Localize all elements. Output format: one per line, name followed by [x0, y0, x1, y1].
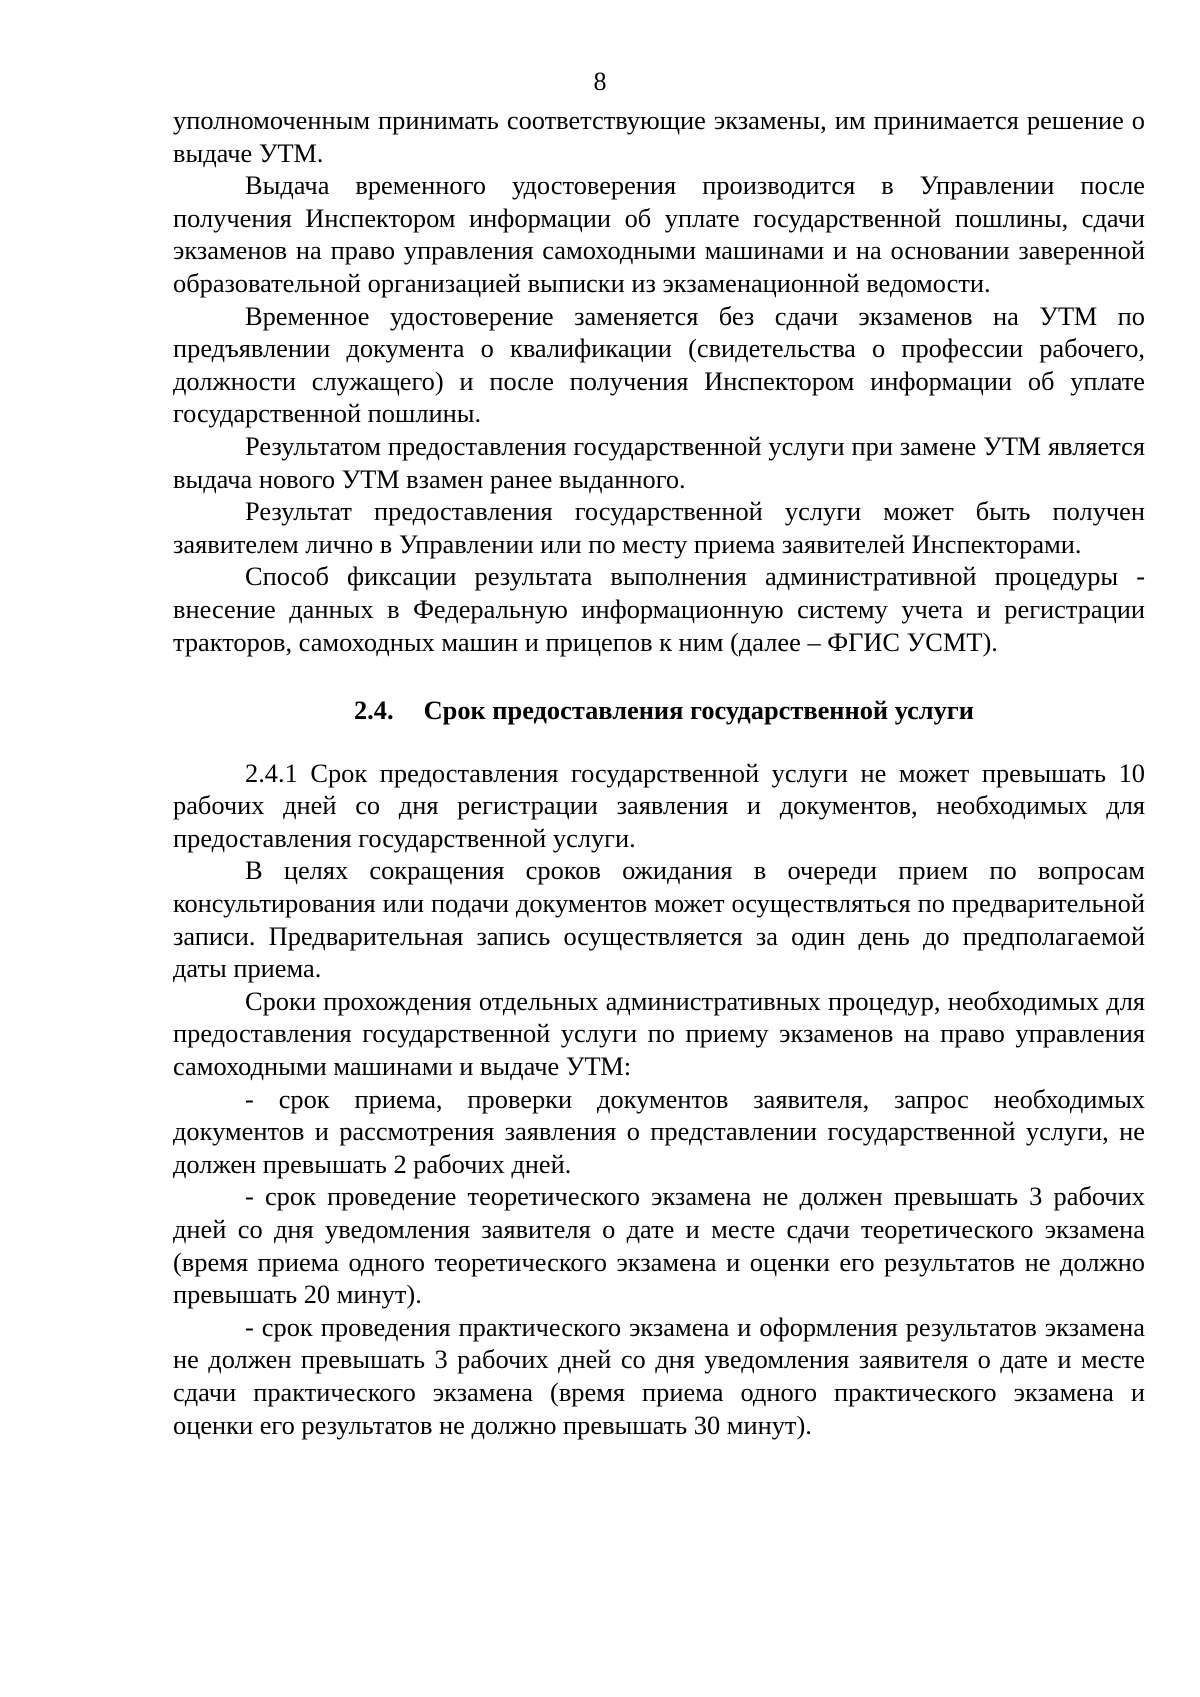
paragraph-procedure-terms: Сроки прохождения отдельных административных процедур, необходимых для предоставления государственной услуги по приему экзаменов на право управления самоходными машинами и выдаче УТМ:: [173, 985, 1145, 1082]
section-title: Срок предоставления государственной услуги: [423, 695, 974, 726]
list-item-practical-exam-term: - срок проведения практического экзамена и оформления результатов экзамена не должен превышать 3 рабочих дней со дня уведомления заявителя о дате и месте сдачи практического экзамена (время приема одного практического экзамена и оценки его результатов не должно превышать 30 минут).: [173, 1311, 1145, 1440]
paragraph-result-receipt: Результат предоставления государственной услуги может быть получен заявителем лично в Управлении или по месту приема заявителей Инспекторами.: [173, 496, 1145, 559]
paragraph-result-replacement: Результатом предоставления государственной услуги при замене УТМ является выдача нового УТМ взамен ранее выданного.: [173, 430, 1145, 494]
list-item-theory-exam-term: - срок проведение теоретического экзамена не должен превышать 3 рабочих дней со дня уведомления заявителя о дате и месте сдачи теоретического экзамена (время приема одного теоретического экзамена и оценки его результатов не должно превышать 20 минут).: [173, 1181, 1145, 1310]
paragraph-temporary-certificate-issue: Выдача временного удостоверения производится в Управлении после получения Инспектором информации об уплате государственной пошлины, сдачи экзаменов на право управления самоходными машинами и на основании заверенной образовательной организацией выписки из экзаменационной ведомости.: [173, 170, 1145, 298]
list-item-document-review-term: - срок приема, проверки документов заявителя, запрос необходимых документов и рассмотрения заявления о представлении государственной услуги, не должен превышать 2 рабочих дней.: [173, 1083, 1145, 1179]
page-number: 8: [593, 67, 607, 96]
document-body: [173, 104, 1145, 1441]
section-number: 2.4.: [353, 695, 394, 726]
paragraph-service-term: 2.4.1 Срок предоставления государственной услуги не может превышать 10 рабочих дней со дня регистрации заявления и документов, необходимых для предоставления государственной услуги.: [173, 757, 1145, 853]
paragraph-temporary-certificate-replacement: Временное удостоверение заменяется без сдачи экзаменов на УТМ по предъявлении документа о квалификации (свидетельства о профессии рабочего, должности служащего) и после получения Инспектором информации об уплате государственной пошлины.: [173, 300, 1145, 429]
section-heading: [173, 694, 1145, 727]
paragraph-preliminary-appointment: В целях сокращения сроков ожидания в очереди прием по вопросам консультирования или подачи документов может осуществляться по предварительной записи. Предварительная запись осуществляется за один день до предполагаемой даты приема.: [173, 855, 1145, 984]
paragraph-fixation-method: Способ фиксации результата выполнения административной процедуры - внесение данных в Федеральную информационную систему учета и регистрации тракторов, самоходных машин и прицепов к ним (далее – ФГИС УСМТ).: [173, 561, 1145, 657]
paragraph-continuation: уполномоченным принимать соответствующие экзамены, им принимается решение о выдаче УТМ.: [173, 105, 1145, 168]
